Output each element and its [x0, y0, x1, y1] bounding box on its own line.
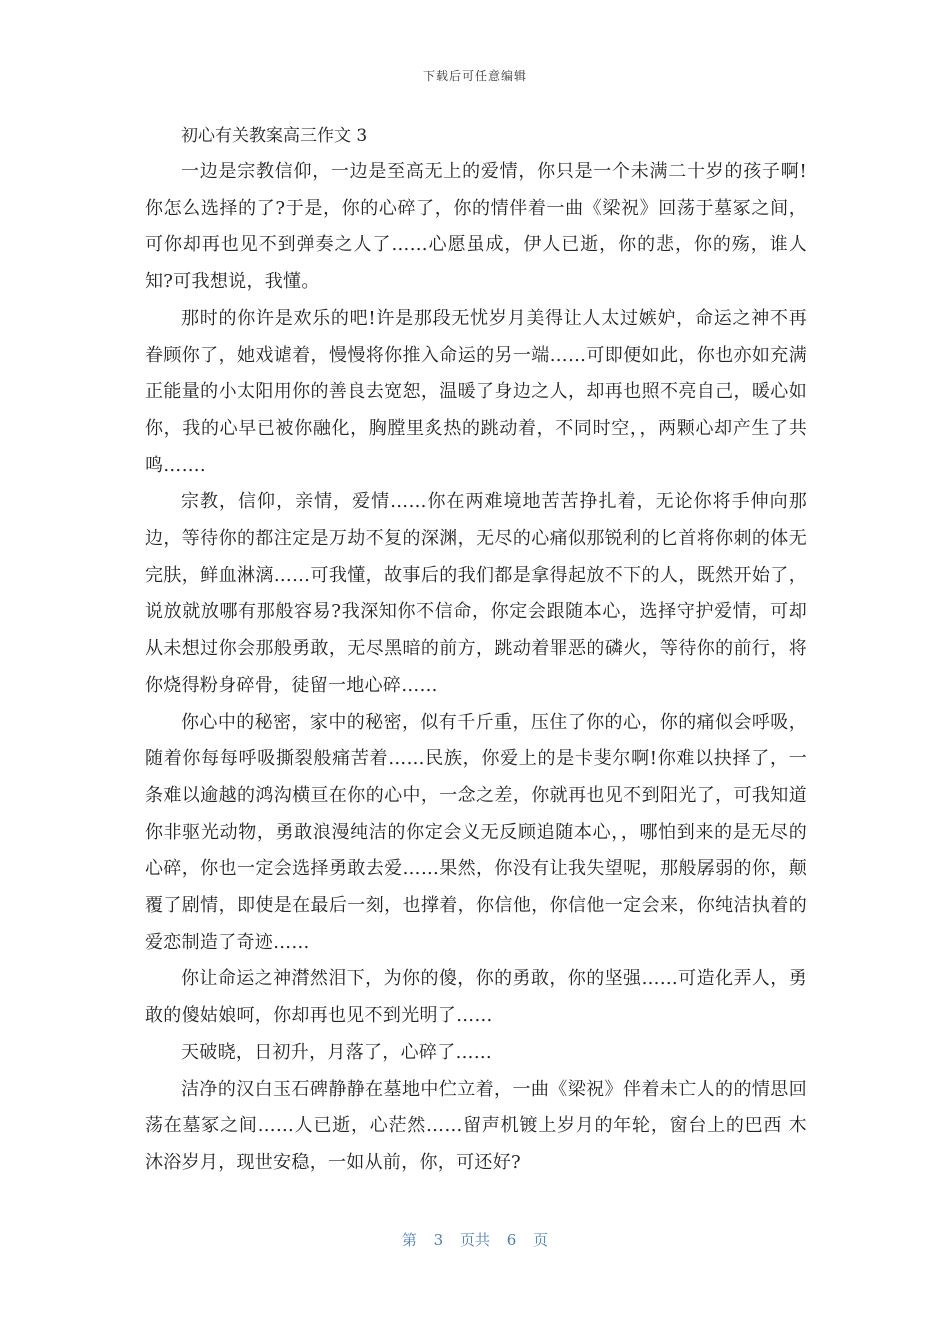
paragraph: 你心中的秘密，家中的秘密，似有千斤重，压住了你的心，你的痛似会呼吸，随着你每每呼吸撕裂般痛苦着……民族，你爱上的是卡斐尔啊!你难以抉择了，一条难以逾越的鸿沟横亘在你的心中，一念之差，你就再也见不到阳光了，可我知道你非驱光动物，勇敢浪漫纯洁的你定会义无反顾追随本心，，哪怕到来的是无尽的心碎，你也一定会选择勇敢去爱……果然，你没有让我失望呢，那般孱弱的你，颠覆了剧情，即使是在最后一刻，也撑着，你信他，你信他一定会来，你纯洁执着的爱恋制造了奇迹……: [145, 711, 807, 953]
current-page-number: 3: [433, 1231, 444, 1249]
document-body: [145, 118, 807, 1182]
page-label-prefix: 第: [401, 1231, 417, 1249]
document-title: 初心有关教案高三作文 3: [181, 126, 368, 146]
total-pages-number: 6: [506, 1231, 517, 1249]
page-header: [0, 67, 950, 84]
paragraph: 那时的你许是欢乐的吧!许是那段无忧岁月美得让人太过嫉妒，命运之神不再眷顾你了，她戏谑着，慢慢将你推入命运的另一端……可即便如此，你也亦如充满正能量的小太阳用你的善良去宽恕，温暖了身边之人，却再也照不亮自己，暖心如你，我的心早已被你融化，胸膛里炙热的跳动着，不同时空，，两颗心却产生了共鸣…….: [145, 307, 807, 476]
header-text: 下载后可任意编辑: [422, 69, 527, 83]
paragraph: 天破晓，日初升，月落了，心碎了……: [181, 1041, 493, 1063]
page-label-of: 页共: [459, 1231, 490, 1249]
page-footer: [0, 1229, 950, 1250]
paragraph: 一边是宗教信仰，一边是至高无上的爱情，你只是一个未满二十岁的孩子啊!你怎么选择的了?于是，你的心碎了，你的情伴着一曲《梁祝》回荡于墓冢之间，可你却再也见不到弹奏之人了……心愿虽成，伊人已逝，你的悲，你的殇，谁人知?可我想说，我懂。: [145, 161, 807, 293]
page-label-suffix: 页: [533, 1231, 549, 1249]
paragraph: 洁净的汉白玉石碑静静在墓地中伫立着，一曲《梁祝》伴着未亡人的的情思回荡在墓冢之间……人已逝，心茫然……留声机镀上岁月的年轮，窗台上的巴西 木沐浴岁月，现世安稳，一如从前，你，可还好?: [145, 1078, 807, 1173]
paragraph: 宗教，信仰，亲情，爱情……你在两难境地苦苦挣扎着，无论你将手伸向那边，等待你的都注定是万劫不复的深渊，无尽的心痛似那锐利的匕首将你刺的体无完肤，鲜血淋漓……可我懂，故事后的我们都是拿得起放不下的人，既然开始了，说放就放哪有那般容易?我深知你不信命，你定会跟随本心，选择守护爱情，可却从未想过你会那般勇敢，无尽黑暗的前方，跳动着罪恶的磷火，等待你的前行，将你烧得粉身碎骨，徒留一地心碎……: [145, 491, 807, 696]
paragraph: 你让命运之神潸然泪下，为你的傻，你的勇敢，你的坚强……可造化弄人，勇敢的傻姑娘呵，你却再也见不到光明了……: [145, 968, 807, 1027]
